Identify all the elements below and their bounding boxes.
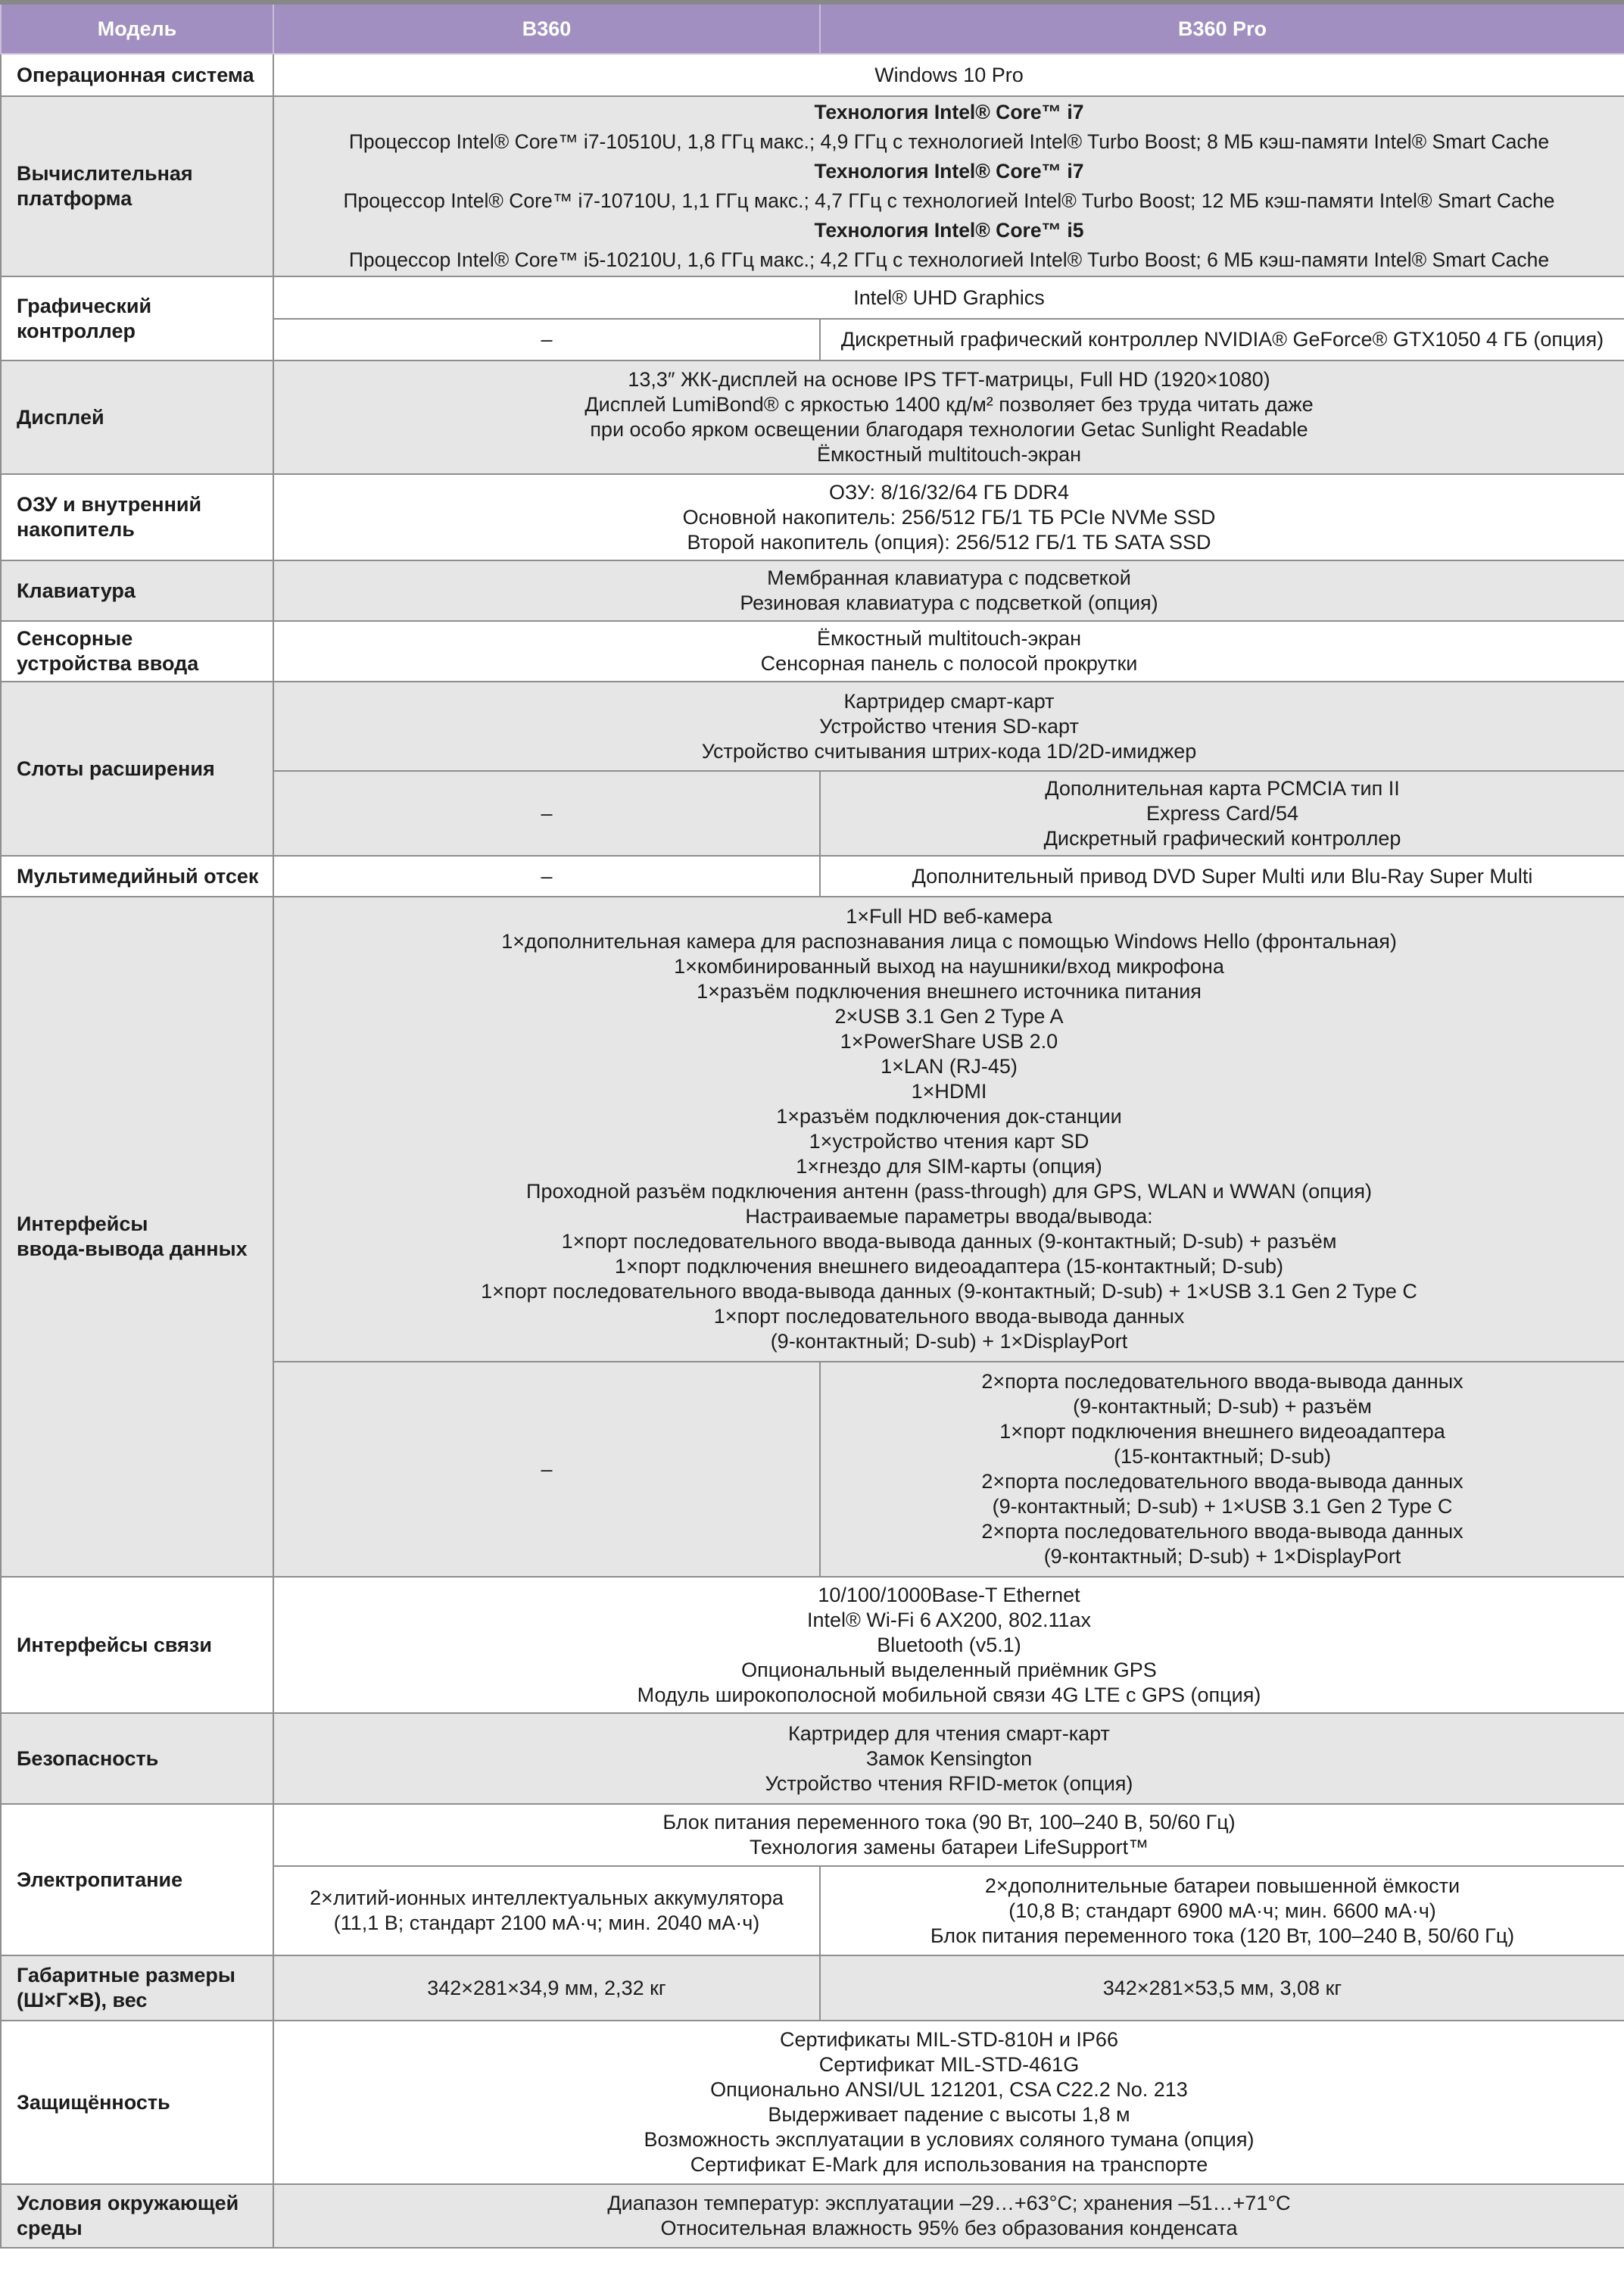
label-line: (Ш×Г×В), вес bbox=[17, 1989, 148, 2011]
label-line: ввода-вывода данных bbox=[17, 1237, 248, 1260]
label-line: контроллер bbox=[17, 319, 136, 342]
dims-b360: 342×281×34,9 мм, 2,32 кг bbox=[427, 1976, 666, 1999]
power-line: Блок питания переменного тока (120 Вт, 100–240 В, 50/60 Гц) bbox=[930, 1924, 1515, 1947]
row-security bbox=[1, 1713, 1624, 1804]
row-label bbox=[1, 360, 273, 474]
display-line: 13,3″ ЖК-дисплей на основе IPS TFT-матрицы, Full HD (1920×1080) bbox=[628, 368, 1270, 391]
power-line: (10,8 В; стандарт 6900 мА·ч; мин. 6600 мА·ч) bbox=[1008, 1899, 1436, 1922]
graphics-b360pro: Дискретный графический контроллер NVIDIA® GeForce® GTX1050 4 ГБ (опция) bbox=[840, 328, 1604, 351]
slots-line: Устройство чтения SD-карт bbox=[819, 714, 1079, 738]
row-io bbox=[1, 897, 1624, 1362]
io-line: 1×порт последовательного ввода-вывода данных (9-контактный; D-sub) + 1×USB 3.1 Gen 2 Type C bbox=[481, 1280, 1417, 1303]
power-b360-cell bbox=[273, 1866, 820, 1955]
security-line: Замок Kensington bbox=[865, 1746, 1033, 1770]
display-line: Дисплей LumiBond® с яркостью 1400 кд/м² позволяет без труда читать даже bbox=[584, 393, 1314, 416]
slots-line: Дополнительная карта PCMCIA тип II bbox=[1045, 776, 1400, 800]
io-line: 1×дополнительная камера для распознавания лица с помощью Windows Hello (фронтальная) bbox=[501, 930, 1397, 953]
header-b360: B360 bbox=[273, 2, 820, 54]
touch-line: Ёмкостный multitouch-экран bbox=[816, 627, 1082, 650]
label-line: Условия окружающей bbox=[17, 2192, 239, 2214]
row-label bbox=[1, 856, 273, 897]
touch-cell bbox=[273, 621, 1624, 682]
row-display bbox=[1, 360, 1624, 474]
row-media bbox=[1, 856, 1624, 897]
row-graphics bbox=[1, 276, 1624, 319]
io-line: (9-контактный; D-sub) + 1×DisplayPort bbox=[770, 1330, 1128, 1353]
comm-line: Intel® Wi-Fi 6 AX200, 802.11ax bbox=[806, 1608, 1092, 1631]
row-protection bbox=[1, 2021, 1624, 2184]
media-b360pro-cell bbox=[820, 856, 1624, 897]
label-line: устройства ввода bbox=[17, 652, 199, 675]
row-label bbox=[1, 1577, 273, 1713]
comm-line: Опциональный выделенный приёмник GPS bbox=[741, 1658, 1157, 1681]
security-line: Устройство чтения RFID-меток (опция) bbox=[765, 1771, 1133, 1795]
graphics-common: Intel® UHD Graphics bbox=[853, 286, 1045, 309]
protection-line: Сертификаты MIL-STD-810H и IP66 bbox=[780, 2028, 1118, 2051]
os-value: Windows 10 Pro bbox=[874, 63, 1024, 86]
protection-line: Выдерживает падение с высоты 1,8 м bbox=[768, 2103, 1130, 2126]
io-line: Проходной разъём подключения антенн (pass-through) для GPS, WLAN и WWAN (опция) bbox=[526, 1180, 1372, 1203]
keyboard-cell bbox=[273, 560, 1624, 621]
touch-line: Сенсорная панель с полосой прокрутки bbox=[760, 652, 1138, 675]
power-line: (11,1 В; стандарт 2100 мА·ч; мин. 2040 мА·ч) bbox=[333, 1912, 760, 1934]
memory-line: Второй накопитель (опция): 256/512 ГБ/1 ТБ SATA SSD bbox=[687, 530, 1211, 554]
io-line: 1×порт последовательного ввода-вывода данных bbox=[713, 1305, 1185, 1328]
io-line: 2×порта последовательного ввода-вывода данных bbox=[981, 1370, 1463, 1393]
io-line: 1×порт подключения внешнего видеоадаптера bbox=[999, 1420, 1445, 1443]
header-model: Модель bbox=[1, 2, 273, 54]
label-line: Мультимедийный отсек bbox=[17, 864, 259, 888]
memory-line: ОЗУ: 8/16/32/64 ГБ DDR4 bbox=[828, 480, 1070, 504]
slots-b360: – bbox=[541, 801, 553, 825]
platform-text: Процессор Intel® Core™ i7-10510U, 1,8 ГГц макс.; 4,9 ГГц с технологией Intel® Turbo Boost; 8 МБ кэш-памяти Intel® Smart Cache bbox=[348, 130, 1550, 153]
label-line: платформа bbox=[17, 187, 132, 210]
io-line: 2×USB 3.1 Gen 2 Type A bbox=[834, 1005, 1064, 1028]
io-line: 2×порта последовательного ввода-вывода данных bbox=[981, 1520, 1463, 1543]
label-line: ОЗУ и внутренний bbox=[17, 493, 202, 516]
row-label bbox=[1, 54, 273, 96]
row-label bbox=[1, 897, 273, 1577]
comm-line: 10/100/1000Base-T Ethernet bbox=[818, 1583, 1080, 1606]
row-power bbox=[1, 1804, 1624, 1866]
row-label bbox=[1, 96, 273, 276]
label-line: Габаритные размеры bbox=[17, 1964, 235, 1986]
slots-b360pro-cell bbox=[820, 771, 1624, 856]
row-label bbox=[1, 560, 273, 621]
env-line: Диапазон температур: эксплуатации –29…+63°C; хранения –51…+71°C bbox=[607, 2192, 1291, 2214]
row-label bbox=[1, 474, 273, 560]
row-label bbox=[1, 621, 273, 682]
slots-line: Картридер смарт-карт bbox=[843, 689, 1055, 713]
header-row bbox=[1, 2, 1624, 54]
env-line: Относительная влажность 95% без образования конденсата bbox=[660, 2217, 1238, 2239]
graphics-b360: – bbox=[541, 328, 553, 351]
label-line: Электропитание bbox=[17, 1868, 183, 1891]
io-b360-cell bbox=[273, 1362, 820, 1577]
row-env bbox=[1, 2184, 1624, 2248]
label-line: Вычислительная bbox=[17, 162, 193, 185]
io-b360: – bbox=[541, 1457, 553, 1481]
label-line: среды bbox=[17, 2217, 83, 2239]
protection-line: Опционально ANSI/UL 121201, CSA C22.2 No. 213 bbox=[710, 2078, 1188, 2101]
graphics-b360-cell bbox=[273, 319, 820, 360]
power-line: 2×дополнительные батареи повышенной ёмкости bbox=[984, 1874, 1460, 1897]
security-cell bbox=[273, 1713, 1624, 1804]
platform-title: Технология Intel® Core™ i7 bbox=[814, 101, 1084, 123]
label-line: Защищённость bbox=[17, 2090, 170, 2114]
memory-line: Основной накопитель: 256/512 ГБ/1 ТБ PCIe NVMe SSD bbox=[682, 505, 1216, 529]
io-line: Настраиваемые параметры ввода/вывода: bbox=[745, 1205, 1153, 1228]
keyboard-line: Мембранная клавиатура с подсветкой bbox=[767, 566, 1131, 589]
platform-cell bbox=[273, 96, 1624, 276]
power-common-cell bbox=[273, 1804, 1624, 1866]
platform-title: Технология Intel® Core™ i5 bbox=[814, 219, 1084, 242]
io-line: 1×LAN (RJ-45) bbox=[881, 1055, 1018, 1078]
io-line: (9-контактный; D-sub) + 1×USB 3.1 Gen 2 Type C bbox=[992, 1495, 1453, 1518]
keyboard-line: Резиновая клавиатура с подсветкой (опция) bbox=[740, 591, 1158, 614]
io-line: 1×PowerShare USB 2.0 bbox=[840, 1030, 1058, 1053]
protection-line: Сертификат MIL-STD-461G bbox=[818, 2053, 1080, 2076]
slots-line: Express Card/54 bbox=[1146, 801, 1299, 825]
label-line: Операционная система bbox=[17, 63, 254, 86]
display-line: при особо ярком освещении благодаря технологии Getac Sunlight Readable bbox=[590, 418, 1308, 441]
comm-line: Bluetooth (v5.1) bbox=[877, 1633, 1021, 1656]
slots-common-cell bbox=[273, 682, 1624, 771]
os-value-cell bbox=[273, 54, 1624, 96]
row-label bbox=[1, 1713, 273, 1804]
row-keyboard bbox=[1, 560, 1624, 621]
io-b360pro-cell bbox=[820, 1362, 1624, 1577]
label-line: Графический bbox=[17, 294, 152, 317]
io-line: (9-контактный; D-sub) + 1×DisplayPort bbox=[1043, 1545, 1401, 1568]
io-line: 1×устройство чтения карт SD bbox=[809, 1130, 1089, 1153]
display-cell bbox=[273, 360, 1624, 474]
row-slots bbox=[1, 682, 1624, 771]
security-line: Картридер для чтения смарт-карт bbox=[788, 1721, 1110, 1745]
media-b360: – bbox=[541, 864, 553, 888]
platform-title: Технология Intel® Core™ i7 bbox=[814, 160, 1084, 183]
io-line: 1×HDMI bbox=[911, 1080, 987, 1103]
row-os bbox=[1, 54, 1624, 96]
label-line: накопитель bbox=[17, 518, 135, 541]
io-line: 1×разъём подключения док-станции bbox=[776, 1105, 1122, 1128]
power-b360pro-cell bbox=[820, 1866, 1624, 1955]
row-label bbox=[1, 1955, 273, 2021]
row-label bbox=[1, 682, 273, 856]
label-line: Клавиатура bbox=[17, 579, 136, 602]
header-b360pro: B360 Pro bbox=[820, 2, 1624, 54]
dims-b360pro: 342×281×53,5 мм, 3,08 кг bbox=[1102, 1976, 1342, 1999]
io-line: 1×порт последовательного ввода-вывода данных (9-контактный; D-sub) + разъём bbox=[561, 1230, 1337, 1253]
graphics-common-cell bbox=[273, 276, 1624, 319]
display-line: Ёмкостный multitouch-экран bbox=[816, 443, 1082, 466]
row-touch bbox=[1, 621, 1624, 682]
row-memory bbox=[1, 474, 1624, 560]
io-line: 2×порта последовательного ввода-вывода данных bbox=[981, 1470, 1463, 1493]
io-line: 1×Full HD веб-камера bbox=[846, 905, 1052, 928]
power-line: 2×литий-ионных интеллектуальных аккумулятора bbox=[310, 1887, 784, 1909]
dims-b360pro-cell bbox=[820, 1955, 1624, 2021]
row-comm bbox=[1, 1577, 1624, 1713]
label-line: Дисплей bbox=[17, 405, 104, 429]
row-label bbox=[1, 2021, 273, 2184]
label-line: Сенсорные bbox=[17, 627, 133, 650]
media-b360-cell bbox=[273, 856, 820, 897]
platform-text: Процессор Intel® Core™ i7-10710U, 1,1 ГГц макс.; 4,7 ГГц с технологией Intel® Turbo Boost; 12 МБ кэш-памяти Intel® Smart Cache bbox=[343, 189, 1555, 212]
row-label bbox=[1, 1804, 273, 1955]
protection-cell bbox=[273, 2021, 1624, 2184]
power-line: Технология замены батареи LifeSupport™ bbox=[749, 1836, 1149, 1858]
platform-text: Процессор Intel® Core™ i5-10210U, 1,6 ГГц макс.; 4,2 ГГц с технологией Intel® Turbo Boost; 6 МБ кэш-памяти Intel® Smart Cache bbox=[348, 248, 1550, 271]
row-dims bbox=[1, 1955, 1624, 2021]
protection-line: Сертификат E-Mark для использования на транспорте bbox=[690, 2153, 1208, 2176]
io-line: 1×комбинированный выход на наушники/вход микрофона bbox=[674, 955, 1224, 978]
label-line: Интерфейсы bbox=[17, 1212, 148, 1235]
io-line: (9-контактный; D-sub) + разъём bbox=[1073, 1395, 1372, 1418]
label-line: Интерфейсы связи bbox=[17, 1633, 212, 1656]
env-cell bbox=[273, 2184, 1624, 2248]
io-line: 1×гнездо для SIM-карты (опция) bbox=[796, 1155, 1102, 1178]
label-line: Слоты расширения bbox=[17, 757, 215, 780]
memory-cell bbox=[273, 474, 1624, 560]
comm-line: Модуль широкополосной мобильной связи 4G LTE с GPS (опция) bbox=[637, 1683, 1261, 1706]
graphics-b360pro-cell bbox=[820, 319, 1624, 360]
comm-cell bbox=[273, 1577, 1624, 1713]
label-line: Безопасность bbox=[17, 1746, 159, 1770]
media-b360pro: Дополнительный привод DVD Super Multi или Blu-Ray Super Multi bbox=[912, 864, 1533, 888]
row-label bbox=[1, 276, 273, 360]
io-line: 1×порт подключения внешнего видеоадаптера (15-контактный; D-sub) bbox=[614, 1255, 1284, 1278]
slots-b360-cell bbox=[273, 771, 820, 856]
slots-line: Дискретный графический контроллер bbox=[1043, 826, 1401, 850]
slots-line: Устройство считывания штрих-кода 1D/2D-имиджер bbox=[701, 739, 1197, 763]
power-line: Блок питания переменного тока (90 Вт, 100–240 В, 50/60 Гц) bbox=[662, 1811, 1236, 1834]
protection-line: Возможность эксплуатации в условиях соляного тумана (опция) bbox=[644, 2128, 1255, 2151]
io-line: 1×разъём подключения внешнего источника питания bbox=[697, 980, 1202, 1003]
dims-b360-cell bbox=[273, 1955, 820, 2021]
io-common-cell bbox=[273, 897, 1624, 1362]
row-platform bbox=[1, 96, 1624, 276]
io-line: (15-контактный; D-sub) bbox=[1113, 1445, 1332, 1468]
row-label bbox=[1, 2184, 273, 2248]
